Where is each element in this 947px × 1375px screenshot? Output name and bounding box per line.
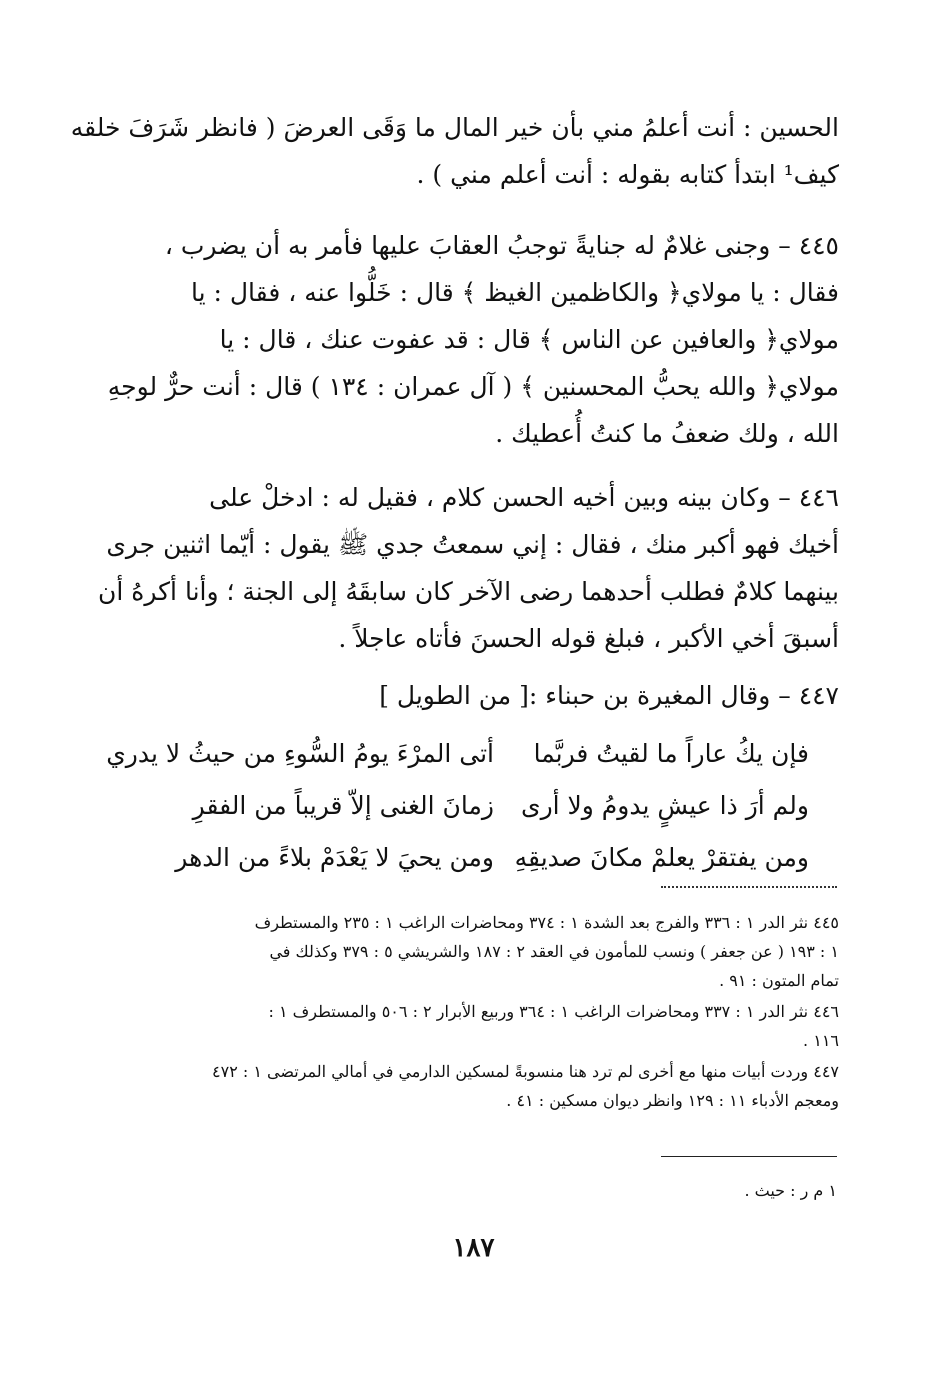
verse-intro-447: ٤٤٧ – وقال المغيرة بن حبناء :[ من الطويل ] [379,681,839,710]
source-notes [172,908,839,1117]
note-line: ٤٤٥ نثر الدر ١ : ٣٣٦ والفرج بعد الشدة ١ : ٣٧٤ ومحاضرات الراغب ١ : ٢٣٥ والمستطرف [254,913,839,932]
text-line: بينهما كلامٌ فطلب أحدهما رضى الآخر كان سابقَهُ إلى الجنة ؛ وأنا أكرهُ أن [98,577,839,606]
verse-row [168,780,839,832]
text-line: ٤٤٥ – وجنى غلامٌ له جنايةً توجبُ العقابَ عليها فأمر به أن يضرب ، [164,231,839,260]
second-hemistich: زمانَ الغنى إلاّ قريباً من الفقرِ [192,791,494,820]
note-line: ٤٤٦ نثر الدر ١ : ٣٣٧ ومحاضرات الراغب ١ : ٣٦٤ وربيع الأبرار ٢ : ٥٠٦ والمستطرف ١ : [268,1002,839,1021]
note-445 [172,908,839,995]
verse-row [106,728,839,780]
first-hemistich: ومن يفتقرْ يعلمْ مكانَ صديقِهِ [514,843,809,872]
note-line: تمام المتون : ٩١ . [719,971,839,990]
note-446 [172,997,839,1055]
second-hemistich: أتى المرْءَ يومُ السُّوءِ من حيثُ لا يدري [106,739,494,768]
note-line: ١١٦ . [803,1031,839,1050]
note-line: ١ : ١٩٣ ( عن جعفر ) ونسب للمأمون في العقد ٢ : ١٨٧ والشريشي ٥ : ٣٧٩ وكذلك في [269,942,839,961]
text-line: كيف¹ ابتدأ كتابه بقوله : أنت أعلم مني ) . [416,160,839,189]
second-hemistich: ومن يحيَ لا يَعْدَمْ بلاءً من الدهر [175,843,494,872]
paragraph-446 [98,474,839,662]
poem [106,728,839,884]
text-line: مولاي﴿ والله يحبُّ المحسنين ﴾ ( آل عمران : ١٣٤ ) قال : أنت حرٌّ لوجهِ [107,372,839,401]
footnote: ١ م ر : حيث . [744,1181,837,1200]
text-line: أسبقَ أخي الأكبر ، فبلغ قوله الحسنَ فأتاه عاجلاً . [338,624,839,653]
note-line: ومعجم الأدباء ١١ : ١٢٩ وانظر ديوان مسكين : ٤١ . [506,1091,839,1110]
first-hemistich: فإن يكُ عاراً ما لقيتُ فربَّما [533,739,809,768]
text-line: مولاي﴿ والعافين عن الناس ﴾ قال : قد عفوت عنك ، قال : يا [219,325,839,354]
text-line: فقال : يا مولاي﴿ والكاظمين الغيظ ﴾ قال : خَلُّوا عنه ، فقال : يا [191,278,839,307]
text-line: الحسين : أنت أعلمُ مني بأن خير المال ما وَقَى العرضَ ( فانظر شَرَفَ خلقه [70,113,839,142]
footnote-rule [661,1156,837,1157]
page-number: ١٨٧ [452,1233,495,1263]
dotted-separator [661,886,837,888]
text-line: الله ، ولك ضعفُ ما كنتُ أُعطيك . [495,419,839,448]
verse-row [168,832,839,884]
note-line: ٤٤٧ وردت أبيات منها مع أخرى لم ترد هنا منسوبةً لمسكين الدارمي في أمالي المرتضى ١ : ٤٧٢ [212,1062,839,1081]
paragraph-continuation [70,104,839,198]
paragraph-445 [107,222,839,457]
text-line: أخيك فهو أكبر منك ، فقال : إني سمعتُ جدي ﷺ يقول : أيّما اثنين جرى [106,530,839,559]
first-hemistich: ولم أرَ ذا عيشٍ يدومُ ولا أرى [521,791,809,820]
text-line: ٤٤٦ – وكان بينه وبين أخيه الحسن كلام ، فقيل له : ادخلْ على [209,483,839,512]
note-447 [172,1057,839,1115]
